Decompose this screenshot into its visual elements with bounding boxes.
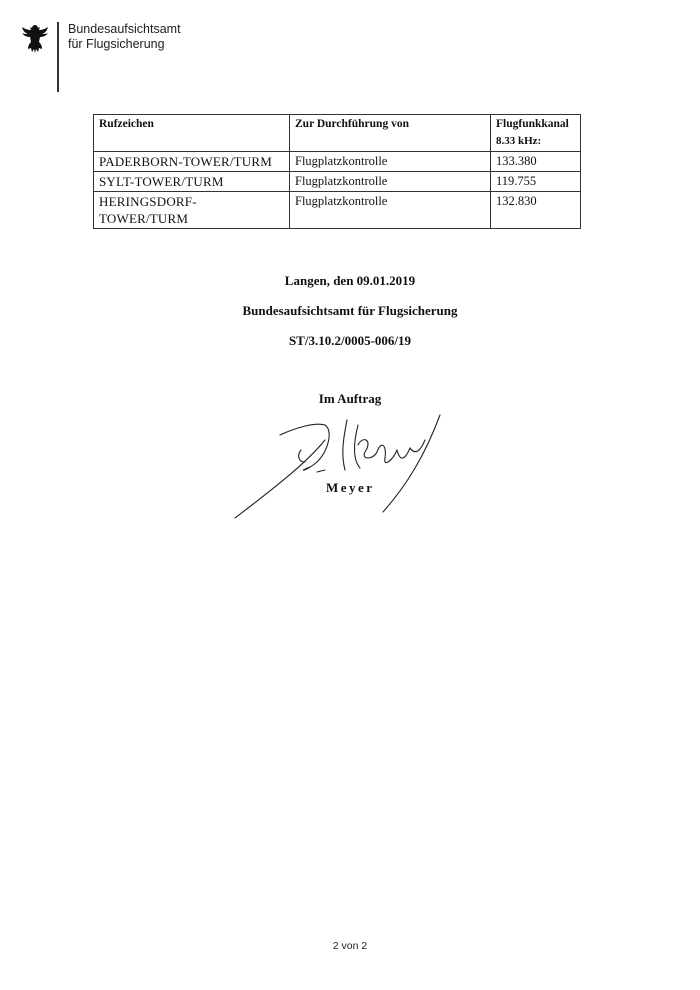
header-flugfunkkanal-line2: 8.33 kHz: xyxy=(496,135,542,147)
header-flugfunkkanal-line1: Flugfunkkanal xyxy=(496,118,569,130)
organization-name xyxy=(68,22,181,52)
header-rufzeichen: Rufzeichen xyxy=(94,115,290,152)
org-line-2: für Flugsicherung xyxy=(68,37,165,51)
table-row xyxy=(94,152,581,172)
signer-name: Meyer xyxy=(326,480,375,495)
channel-cell: 119.755 xyxy=(491,172,581,192)
on-behalf-label: Im Auftrag xyxy=(318,391,382,406)
purpose-cell: Flugplatzkontrolle xyxy=(290,172,491,192)
channel-cell: 133.380 xyxy=(491,152,581,172)
table-header-row xyxy=(94,115,581,152)
reference-number: ST/3.10.2/0005-006/19 xyxy=(288,333,412,348)
callsign-cell: HERINGSDORF-TOWER/TURM xyxy=(94,192,290,229)
place-date: Langen, den 09.01.2019 xyxy=(284,273,416,288)
federal-eagle-icon xyxy=(20,22,50,56)
table-row xyxy=(94,172,581,192)
channel-cell: 132.830 xyxy=(491,192,581,229)
purpose-cell: Flugplatzkontrolle xyxy=(290,192,491,229)
table-row xyxy=(94,192,581,229)
callsign-cell: SYLT-TOWER/TURM xyxy=(94,172,290,192)
handwritten-signature xyxy=(225,400,455,525)
header-durchfuehrung: Zur Durchführung von xyxy=(290,115,491,152)
purpose-cell: Flugplatzkontrolle xyxy=(290,152,491,172)
frequency-table xyxy=(93,114,581,229)
callsign-cell: PADERBORN-TOWER/TURM xyxy=(94,152,290,172)
header-divider xyxy=(57,22,59,92)
org-line-1: Bundesaufsichtsamt xyxy=(68,22,181,36)
header-flugfunkkanal xyxy=(491,115,581,152)
authority-name: Bundesaufsichtsamt für Flugsicherung xyxy=(242,303,458,318)
page-number: 2 von 2 xyxy=(332,940,368,952)
